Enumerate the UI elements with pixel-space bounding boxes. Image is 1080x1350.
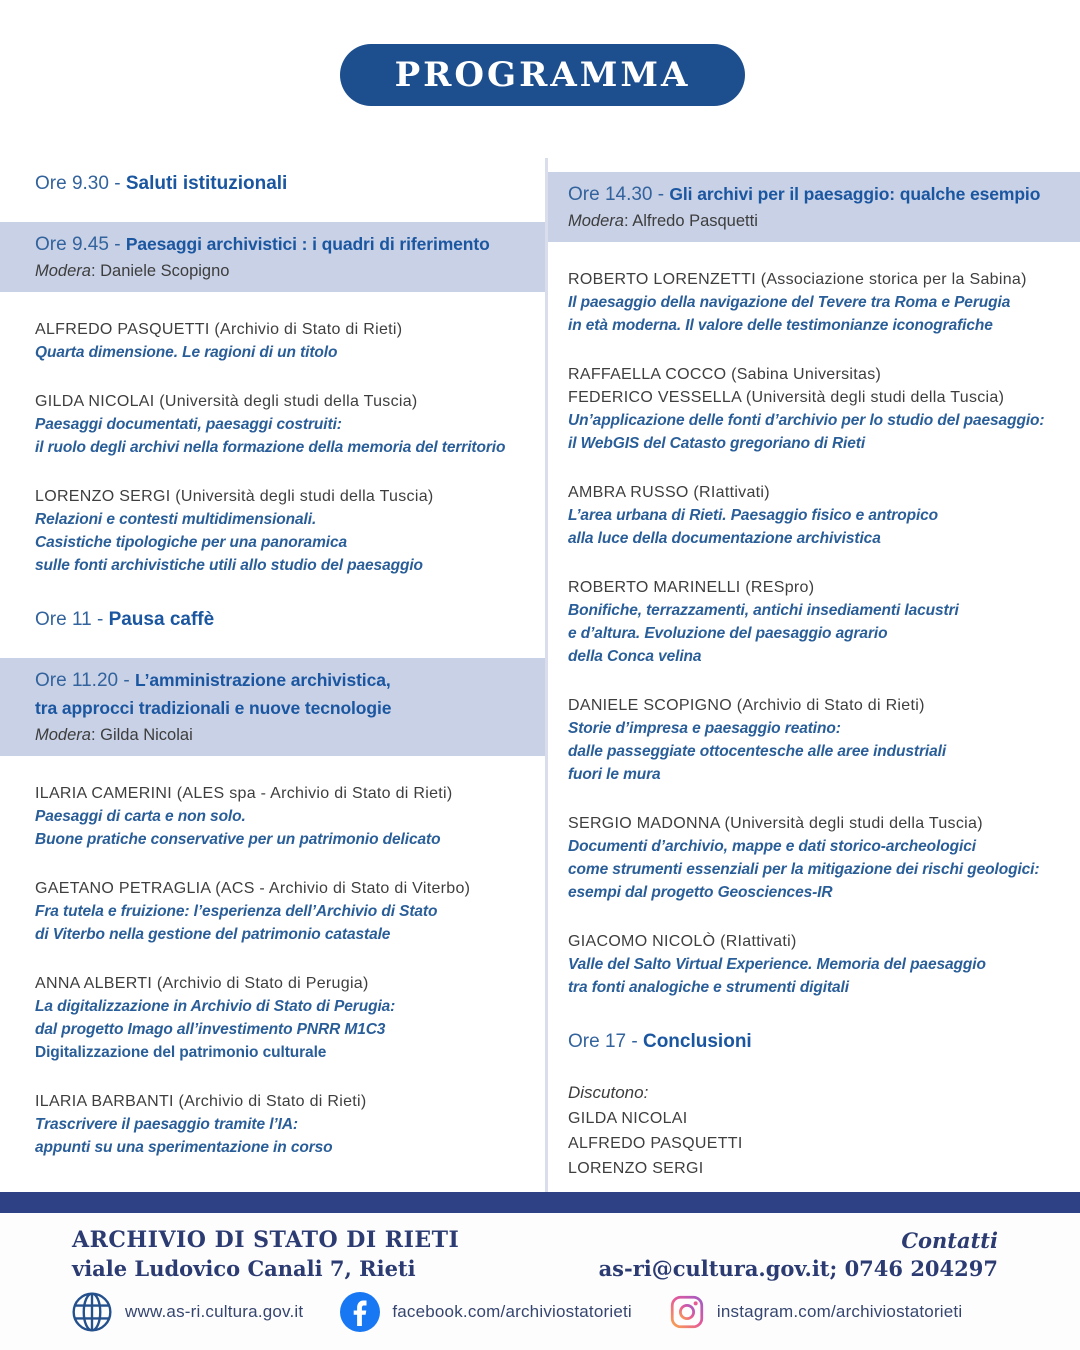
footer [0, 1192, 1080, 1350]
talk-item [568, 481, 1045, 550]
moderator-name: : Gilda Nicolai [90, 726, 193, 744]
talk-title-line: esempi dal progetto Geosciences-IR [568, 884, 833, 901]
schedule-break-line [35, 608, 530, 632]
talk-title-line: Documenti d’archivio, mappe e dati storico-archeologici [568, 838, 976, 855]
talk-title-line: Paesaggi documentati, paesaggi costruiti: [35, 416, 342, 433]
break-time: Ore 11 - [35, 609, 109, 630]
talk-title-line: come strumenti essenziali per la mitigazione dei rischi geologici: [568, 861, 1040, 878]
org-name: ARCHIVIO DI STATO DI RIETI [72, 1227, 460, 1253]
talk-title-line: in età moderna. Il valore delle testimonianze iconografiche [568, 317, 993, 334]
speaker-name: GIACOMO NICOLÒ (RIattivati) [568, 933, 797, 950]
discussant-name: GILDA NICOLAI [568, 1110, 688, 1127]
moderator-line [35, 259, 530, 284]
social-link-facebook [339, 1291, 632, 1333]
talk-item [35, 1090, 530, 1159]
session-header [0, 222, 545, 292]
talk-title-line: alla luce della documentazione archivistica [568, 530, 881, 547]
speaker-name: LORENZO SERGI (Università degli studi della Tuscia) [35, 488, 434, 505]
talk-title-line: Relazioni e contesti multidimensionali. [35, 511, 317, 528]
talk-title-line: di Viterbo nella gestione del patrimonio catastale [35, 926, 391, 943]
talk-item [35, 972, 530, 1064]
talk-item [35, 877, 530, 946]
moderator-label: Modera [568, 212, 624, 230]
page-title: PROGRAMMA [394, 55, 691, 95]
talk-item [35, 318, 530, 364]
social-link-instagram [668, 1293, 962, 1331]
speaker-name: ROBERTO MARINELLI (RESpro) [568, 579, 815, 596]
session-header [0, 658, 545, 756]
talk-title-line: Buone pratiche conservative per un patrimonio delicato [35, 831, 441, 848]
session-title-line [568, 181, 1045, 209]
footer-main [0, 1213, 1080, 1282]
talk-title-line: Il paesaggio della navigazione del Tevere tra Roma e Perugia [568, 294, 1011, 311]
talk-title-line: Paesaggi di carta e non solo. [35, 808, 246, 825]
speaker-name: RAFFAELLA COCCO (Sabina Universitas) [568, 366, 882, 383]
moderator-name: : Daniele Scopigno [90, 262, 230, 280]
discussants-label [568, 1080, 1045, 1106]
social-row [70, 1290, 1040, 1334]
break-time: Ore 9.30 - [35, 173, 126, 194]
talk-title-line: Valle del Salto Virtual Experience. Memoria del paesaggio [568, 956, 986, 973]
moderator-label: Modera [35, 262, 91, 280]
talk-item [568, 694, 1045, 786]
speaker-name: SERGIO MADONNA (Università degli studi della Tuscia) [568, 815, 983, 832]
footer-address-block [72, 1226, 459, 1282]
speaker-name: ROBERTO LORENZETTI (Associazione storica per la Sabina) [568, 271, 1027, 288]
talk-title-line: La digitalizzazione in Archivio di Stato di Perugia: [35, 998, 396, 1015]
break-title: Pausa caffè [108, 609, 215, 630]
page-title-pill [340, 44, 745, 106]
program-content [0, 158, 1080, 1192]
talk-title-line: Trascrivere il paesaggio tramite l’IA: [35, 1116, 298, 1133]
talk-item [35, 782, 530, 851]
talk-item [568, 363, 1045, 455]
moderator-label: Modera [35, 726, 91, 744]
talk-title-line: della Conca velina [568, 648, 702, 665]
talk-title-line: tra fonti analogiche e strumenti digitali [568, 979, 849, 996]
discussants-label-word: Discutono [568, 1083, 644, 1102]
social-link-globe [70, 1290, 303, 1334]
moderator-line [568, 209, 1045, 234]
session-time: Ore 9.45 - [35, 234, 126, 255]
facebook-icon [339, 1291, 381, 1333]
session-time: Ore 11.20 - [35, 670, 135, 691]
talk-title-line: Fra tutela e fruizione: l’esperienza dell’Archivio di Stato [35, 903, 438, 920]
speaker-name: FEDERICO VESSELLA (Università degli studi della Tuscia) [568, 389, 1005, 406]
talk-title-line: Quarta dimensione. Le ragioni di un titolo [35, 344, 338, 361]
talk-title-line: fuori le mura [568, 766, 661, 783]
break-title: Conclusioni [642, 1031, 752, 1052]
session-title-line [35, 231, 530, 259]
schedule-break-line [35, 172, 530, 196]
footer-bar [0, 1192, 1080, 1213]
break-title: Saluti istituzionali [125, 173, 288, 194]
session-title: L’amministrazione archivistica, [134, 670, 391, 690]
talk-title-line: sulle fonti archivistiche utili allo studio del paesaggio [35, 557, 423, 574]
org-address: viale Ludovico Canali 7, Rieti [72, 1256, 416, 1281]
talk-title-line: Digitalizzazione del patrimonio culturale [35, 1044, 327, 1061]
moderator-name: : Alfredo Pasquetti [623, 212, 758, 230]
social-link-text: facebook.com/archiviostatorieti [392, 1302, 632, 1321]
talk-title-line: Storie d’impresa e paesaggio reatino: [568, 720, 841, 737]
column-right [548, 158, 1080, 1192]
speaker-name: GAETANO PETRAGLIA (ACS - Archivio di Stato di Viterbo) [35, 880, 471, 897]
session-title-line [35, 695, 530, 723]
discussant-name: ALFREDO PASQUETTI [568, 1135, 743, 1152]
talk-item [568, 576, 1045, 668]
talk-title-line: Casistiche tipologiche per una panoramica [35, 534, 348, 551]
speaker-name: ANNA ALBERTI (Archivio di Stato di Perugia) [35, 975, 369, 992]
break-time: Ore 17 - [568, 1031, 643, 1052]
talk-item [35, 390, 530, 459]
discussant-name: LORENZO SERGI [568, 1160, 704, 1177]
talk-title-line: il WebGIS del Catasto gregoriano di Rieti [568, 435, 866, 452]
talk-title-line: L’area urbana di Rieti. Paesaggio fisico e antropico [568, 507, 939, 524]
session-title-line [35, 667, 530, 695]
talk-title-line: Bonifiche, terrazzamenti, antichi insediamenti lacustri [568, 602, 959, 619]
session-time: Ore 14.30 - [568, 184, 670, 205]
talk-title-line: il ruolo degli archivi nella formazione della memoria del territorio [35, 439, 506, 456]
speaker-name: ALFREDO PASQUETTI (Archivio di Stato di Rieti) [35, 321, 403, 338]
speaker-name: DANIELE SCOPIGNO (Archivio di Stato di Rieti) [568, 697, 925, 714]
social-link-text: www.as-ri.cultura.gov.it [125, 1302, 304, 1321]
speaker-name: ILARIA BARBANTI (Archivio di Stato di Rieti) [35, 1093, 367, 1110]
session-title: Paesaggi archivistici : i quadri di riferimento [125, 234, 490, 254]
schedule-break-line [568, 1030, 1045, 1054]
talk-item [568, 812, 1045, 904]
talk-title-line: dal progetto Imago all’investimento PNRR M1C3 [35, 1021, 386, 1038]
discussants-colon: : [643, 1083, 649, 1102]
talk-title-line: dalle passeggiate ottocentesche alle aree industriali [568, 743, 947, 760]
session-title: Gli archivi per il paesaggio: qualche esempio [669, 184, 1041, 204]
contacts-value: as-ri@cultura.gov.it; 0746 204297 [598, 1256, 998, 1281]
session-header [548, 172, 1080, 242]
discussants-block [568, 1080, 1045, 1181]
instagram-icon [668, 1293, 706, 1331]
talk-item [35, 485, 530, 577]
globe-icon [70, 1290, 114, 1334]
talk-item [568, 930, 1045, 999]
speaker-name: GILDA NICOLAI (Università degli studi della Tuscia) [35, 393, 418, 410]
column-left [0, 158, 545, 1192]
moderator-line [35, 723, 530, 748]
session-title: tra approcci tradizionali e nuove tecnologie [35, 698, 392, 718]
speaker-name: AMBRA RUSSO (RIattivati) [568, 484, 770, 501]
speaker-name: ILARIA CAMERINI (ALES spa - Archivio di Stato di Rieti) [35, 785, 453, 802]
talk-title-line: e d’altura. Evoluzione del paesaggio agrario [568, 625, 888, 642]
footer-contacts-block [599, 1226, 998, 1282]
talk-title-line: Un’applicazione delle fonti d’archivio per lo studio del paesaggio: [568, 412, 1045, 429]
social-link-text: instagram.com/archiviostatorieti [716, 1302, 963, 1321]
talk-item [568, 268, 1045, 337]
talk-title-line: appunti su una sperimentazione in corso [35, 1139, 333, 1156]
contacts-label: Contatti [901, 1228, 998, 1253]
